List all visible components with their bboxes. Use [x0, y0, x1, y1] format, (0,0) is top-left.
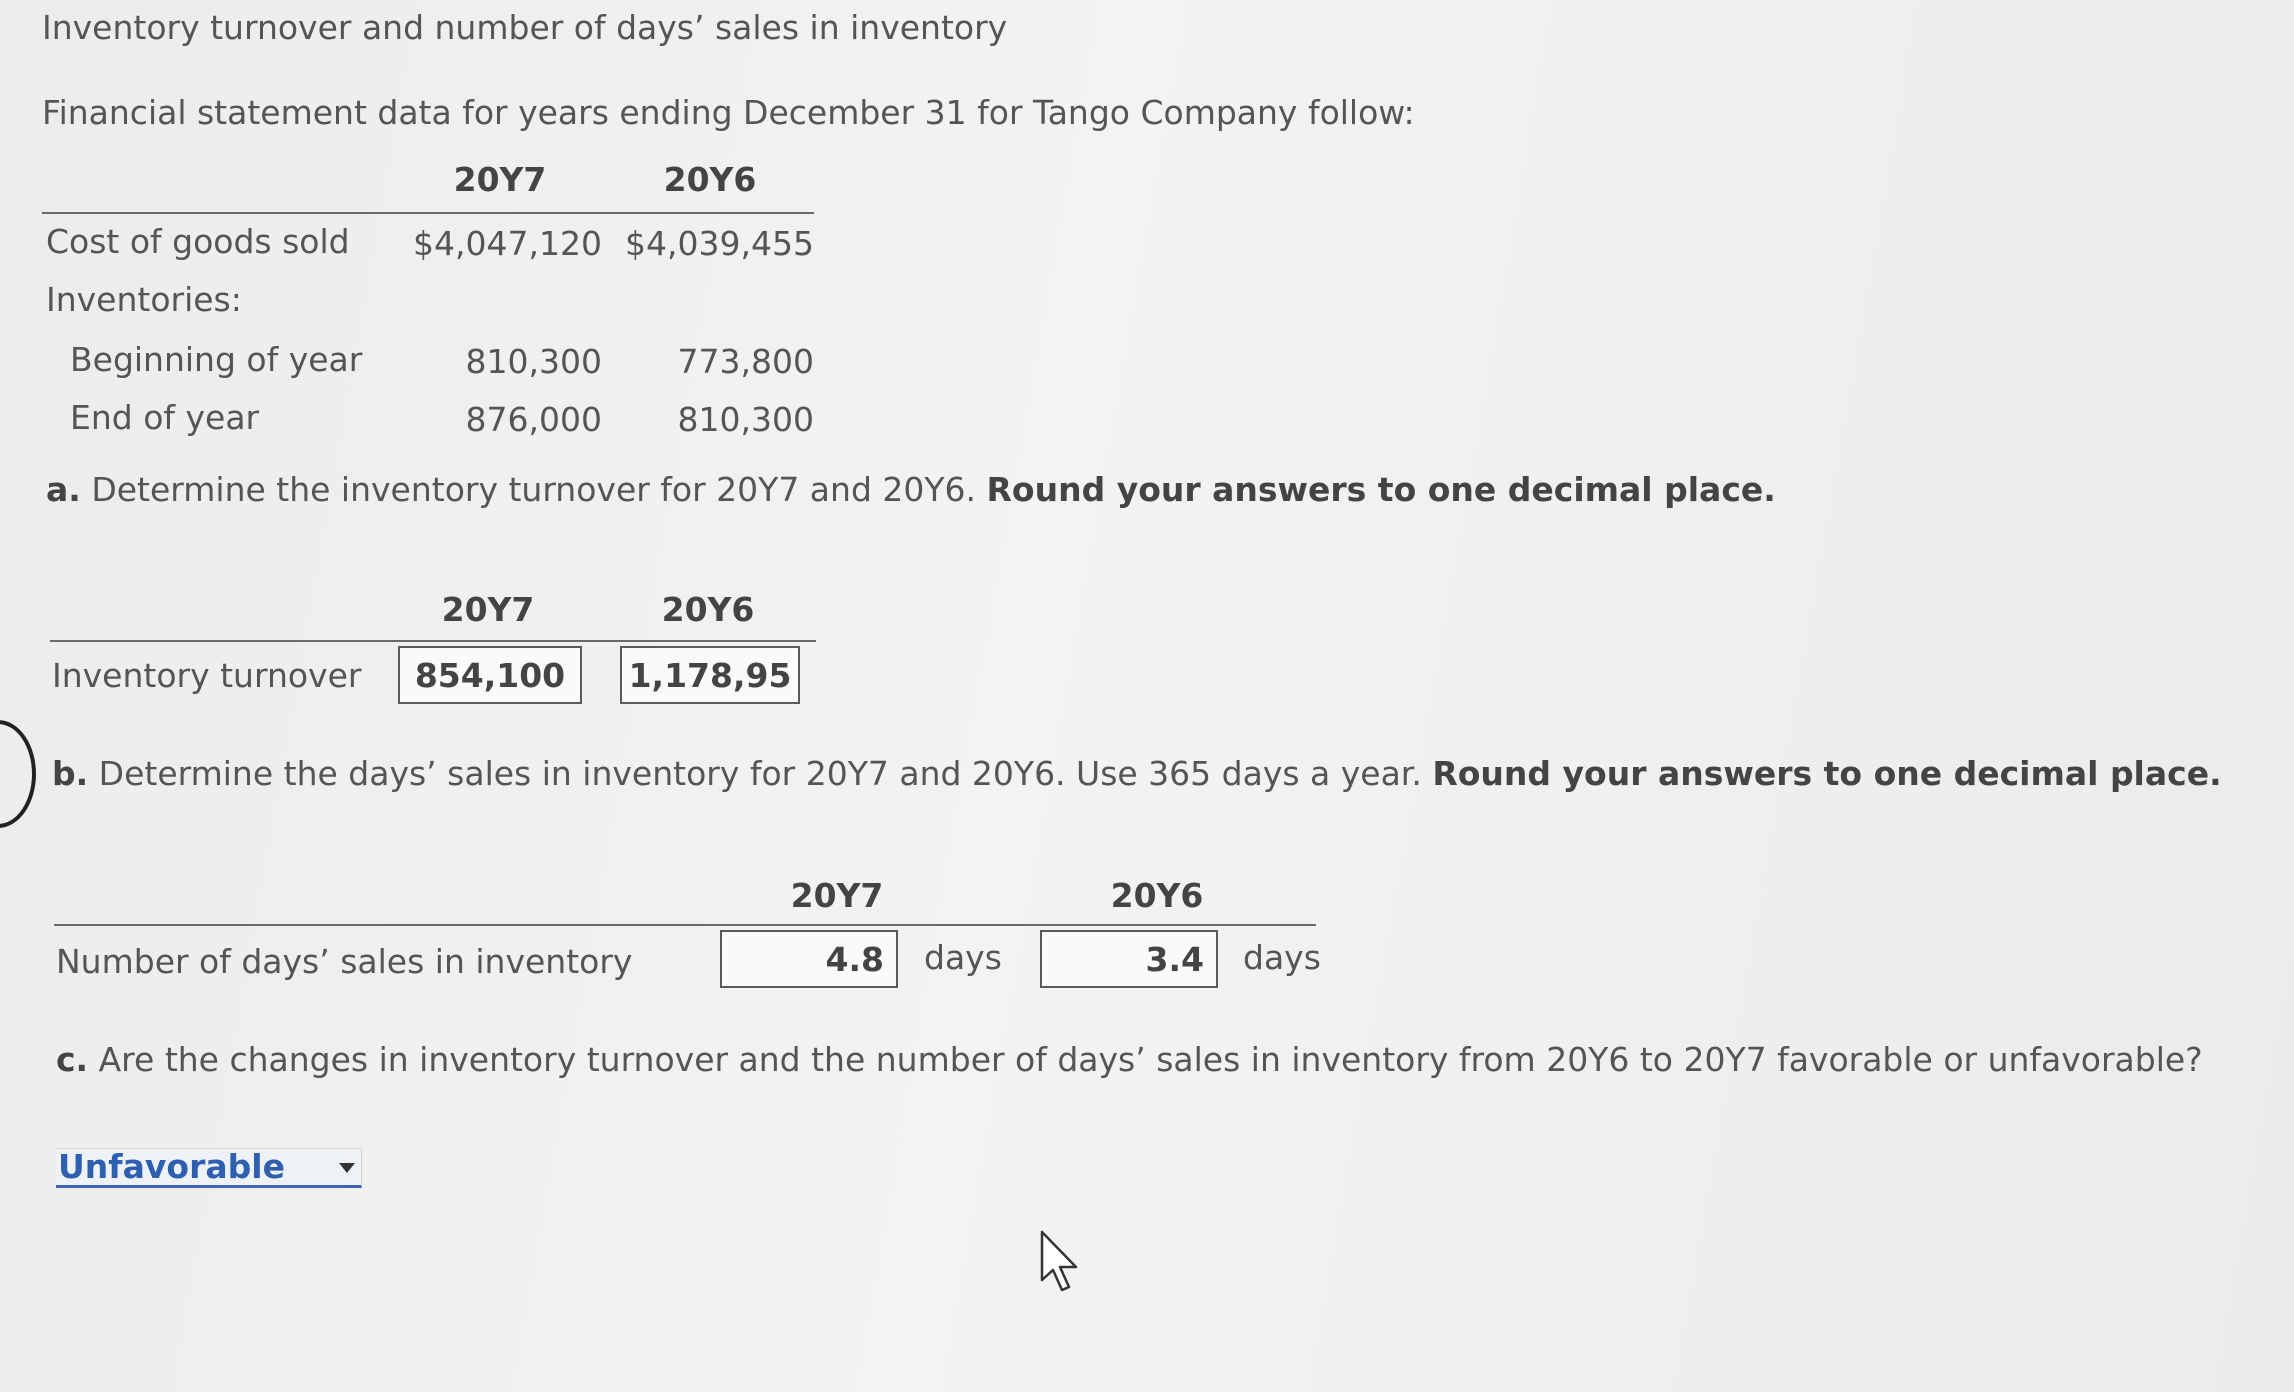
col-header-20y6: 20Y6: [663, 160, 757, 199]
cogs-20y7: $4,047,120: [413, 224, 602, 263]
question-a-prefix: a.: [46, 470, 81, 509]
question-b-prefix: b.: [52, 754, 89, 793]
end-20y7: 876,000: [465, 400, 602, 439]
end-20y6: 810,300: [677, 400, 814, 439]
inventory-turnover-20y6-input[interactable]: 1,178,95: [620, 646, 800, 704]
a-col-header-20y7: 20Y7: [441, 590, 535, 629]
question-b-instruction: Round your answers to one decimal place.: [1432, 754, 2222, 793]
table-header-rule: [42, 212, 814, 214]
question-a-text: Determine the inventory turnover for 20Y7 and 20Y6.: [91, 470, 977, 509]
b-col-header-20y7: 20Y7: [790, 876, 884, 915]
inventories-label: Inventories:: [46, 280, 242, 319]
b-header-rule: [54, 924, 1316, 926]
page-title: Inventory turnover and number of days’ sales in inventory: [42, 8, 1008, 47]
favorable-unfavorable-select[interactable]: [56, 1148, 362, 1188]
question-b-text: Determine the days’ sales in inventory for 20Y7 and 20Y6. Use 365 days a year.: [98, 754, 1422, 793]
days-unit-20y7: days: [924, 938, 1002, 977]
inventory-turnover-label: Inventory turnover: [52, 656, 362, 695]
question-c-text: Are the changes in inventory turnover and the number of days’ sales in inventory from 20Y6 to 20Y7 favorable or unfavorable?: [98, 1040, 2203, 1079]
col-header-20y7: 20Y7: [453, 160, 547, 199]
question-a-instruction: Round your answers to one decimal place.: [986, 470, 1776, 509]
arrow-cursor-icon: [1038, 1230, 1082, 1294]
question-b: [52, 754, 2222, 793]
days-sales-20y6-input[interactable]: 3.4: [1040, 930, 1218, 988]
cogs-20y6: $4,039,455: [625, 224, 814, 263]
chevron-down-icon[interactable]: [339, 1163, 355, 1173]
days-sales-20y7-input[interactable]: 4.8: [720, 930, 898, 988]
intro-text: Financial statement data for years ending December 31 for Tango Company follow:: [42, 93, 1415, 132]
left-edge-arc: [0, 720, 36, 828]
question-c-prefix: c.: [56, 1040, 89, 1079]
select-value: Unfavorable: [58, 1147, 285, 1186]
days-sales-label: Number of days’ sales in inventory: [56, 942, 633, 981]
a-col-header-20y6: 20Y6: [661, 590, 755, 629]
end-label: End of year: [70, 398, 260, 437]
beginning-label: Beginning of year: [70, 340, 363, 379]
a-header-rule: [50, 640, 816, 642]
question-a: [46, 470, 1776, 509]
inventory-turnover-20y7-input[interactable]: 854,100: [398, 646, 582, 704]
b-col-header-20y6: 20Y6: [1110, 876, 1204, 915]
cogs-label: Cost of goods sold: [46, 222, 350, 261]
beginning-20y6: 773,800: [677, 342, 814, 381]
question-c: [56, 1040, 2203, 1079]
days-unit-20y6: days: [1243, 938, 1321, 977]
beginning-20y7: 810,300: [465, 342, 602, 381]
